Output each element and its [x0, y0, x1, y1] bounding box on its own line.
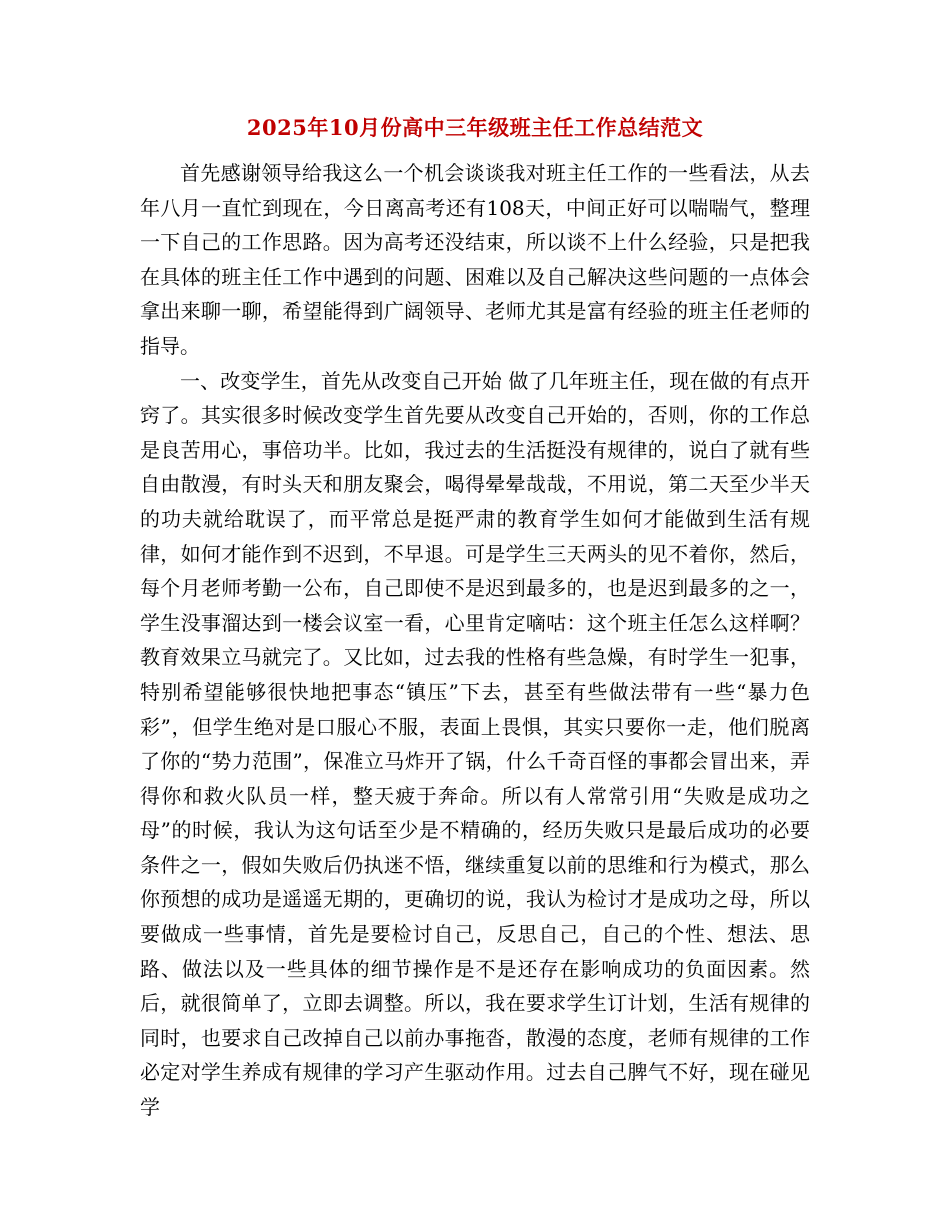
document-page — [140, 110, 810, 1125]
paragraph-intro: 首先感谢领导给我这么一个机会谈谈我对班主任工作的一些看法，从去年八月一直忙到现在，今日离高考还有108天，中间正好可以喘喘气，整理一下自己的工作思路。因为高考还没结束，所以谈不上什么经验，只是把我在具体的班主任工作中遇到的问题、困难以及自己解决这些问题的一点体会拿出来聊一聊，希望能得到广阔领导、老师尤其是富有经验的班主任老师的指导。 — [140, 161, 810, 358]
paragraph-section-one: 一、改变学生，首先从改变自己开始 做了几年班主任，现在做的有点开窍了。其实很多时候改变学生首先要从改变自己开始的，否则，你的工作总是良苦用心，事倍功半。比如，我过去的生活挺没有规律的，说白了就有些自由散漫，有时头天和朋友聚会，喝得晕晕哉哉，不用说，第二天至少半天的功夫就给耽误了，而平常总是挺严肃的教育学生如何才能做到生活有规律，如何才能作到不迟到，不早退。可是学生三天两头的见不着你，然后，每个月老师考勤一公布，自己即使不是迟到最多的，也是迟到最多的之一，学生没事溜达到一楼会议室一看，心里肯定嘀咕：这个班主任怎么这样啊？教育效果立马就完了。又比如，过去我的性格有些急燥，有时学生一犯事，特别希望能够很快地把事态“镇压”下去，甚至有些做法带有一些“暴力色彩”，但学生绝对是口服心不服，表面上畏惧，其实只要你一走，他们脱离了你的“势力范围”，保准立马炸开了锅，什么千奇百怪的事都会冒出来，弄得你和救火队员一样，整天疲于奔命。所以有人常常引用“失败是成功之母”的时候，我认为这句话至少是不精确的，经历失败只是最后成功的必要条件之一，假如失败后仍执迷不悟，继续重复以前的思维和行为模式，那么你预想的成功是遥遥无期的，更确切的说，我认为检讨才是成功之母，所以要做成一些事情，首先是要检讨自己，反思自己，自己的个性、想法、思路、做法以及一些具体的细节操作是不是还存在影响成功的负面因素。然后，就很简单了，立即去调整。所以，我在要求学生订计划，生活有规律的同时，也要求自己改掉自己以前办事拖沓，散漫的态度，老师有规律的工作必定对学生养成有规律的学习产生驱动作用。过去自己脾气不好，现在碰见学 — [140, 368, 810, 1120]
document-title: 2025年10月份高中三年级班主任工作总结范文 — [246, 115, 704, 140]
